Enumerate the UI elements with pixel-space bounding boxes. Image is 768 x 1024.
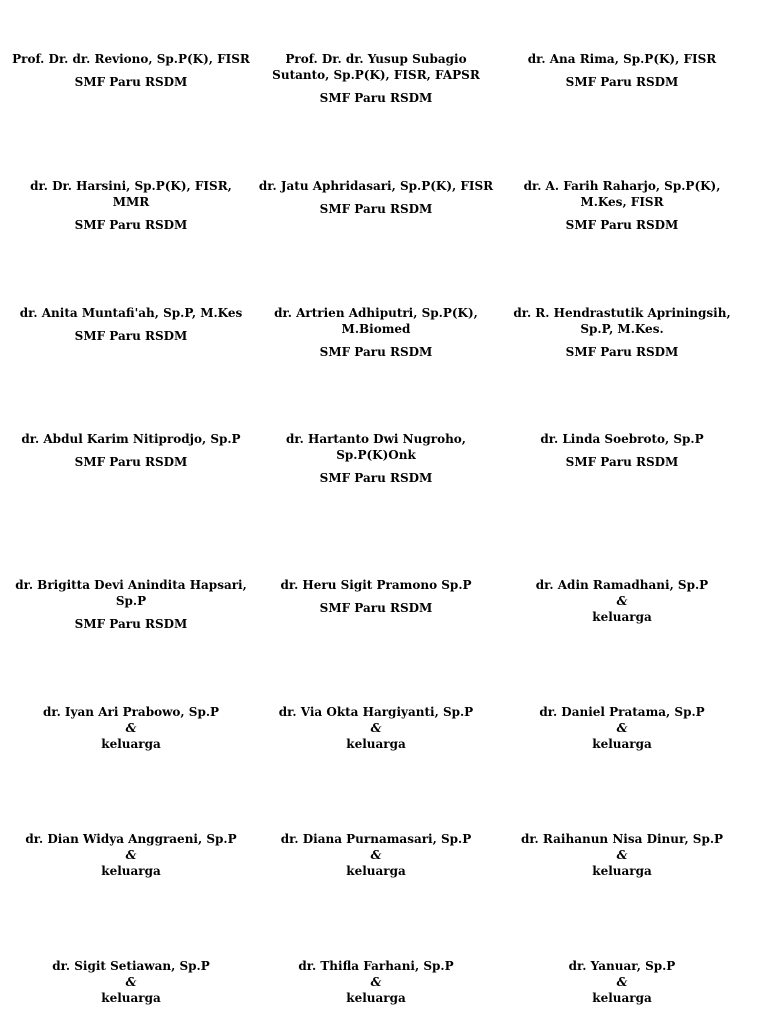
address-label (11, 704, 251, 752)
ampersand: & (125, 721, 137, 735)
address-label (256, 704, 496, 752)
recipient-organization: SMF Paru RSDM (565, 75, 679, 89)
recipient-name: dr. Artrien Adhiputri, Sp.P(K), M.Biomed (274, 306, 478, 336)
ampersand: & (616, 594, 628, 608)
address-label (256, 958, 496, 1006)
recipient-family: keluarga (346, 864, 406, 878)
ampersand: & (616, 848, 628, 862)
recipient-family: keluarga (592, 864, 652, 878)
recipient-name: dr. Yanuar, Sp.P (568, 959, 676, 973)
recipient-family: keluarga (592, 737, 652, 751)
address-label (502, 51, 742, 90)
address-label (502, 178, 742, 233)
recipient-name: dr. Diana Purnamasari, Sp.P (280, 832, 472, 846)
ampersand: & (370, 848, 382, 862)
recipient-name: dr. Brigitta Devi Anindita Hapsari, Sp.P (15, 578, 247, 608)
recipient-name: dr. Abdul Karim Nitiprodjo, Sp.P (21, 432, 241, 446)
address-label (11, 958, 251, 1006)
recipient-family: keluarga (101, 991, 161, 1005)
recipient-name: Prof. Dr. dr. Reviono, Sp.P(K), FISR (12, 52, 250, 66)
address-label (11, 577, 251, 632)
recipient-organization: SMF Paru RSDM (319, 601, 433, 615)
address-label (502, 958, 742, 1006)
recipient-name: dr. Ana Rima, Sp.P(K), FISR (527, 52, 717, 66)
address-label (256, 431, 496, 486)
ampersand: & (125, 848, 137, 862)
recipient-name: dr. Daniel Pratama, Sp.P (539, 705, 705, 719)
recipient-name: dr. Anita Muntafi'ah, Sp.P, M.Kes (19, 306, 243, 320)
recipient-organization: SMF Paru RSDM (74, 218, 188, 232)
ampersand: & (125, 975, 137, 989)
recipient-family: keluarga (101, 864, 161, 878)
recipient-organization: SMF Paru RSDM (319, 471, 433, 485)
recipient-name: dr. Hartanto Dwi Nugroho, Sp.P(K)Onk (286, 432, 466, 462)
address-label (502, 831, 742, 879)
recipient-organization: SMF Paru RSDM (74, 617, 188, 631)
recipient-family: keluarga (592, 610, 652, 624)
recipient-family: keluarga (592, 991, 652, 1005)
address-label (502, 305, 742, 360)
recipient-family: keluarga (346, 991, 406, 1005)
recipient-name: dr. Thifla Farhani, Sp.P (298, 959, 454, 973)
recipient-name: dr. Heru Sigit Pramono Sp.P (280, 578, 472, 592)
address-label (502, 577, 742, 625)
recipient-name: dr. Linda Soebroto, Sp.P (540, 432, 704, 446)
ampersand: & (616, 721, 628, 735)
recipient-family: keluarga (101, 737, 161, 751)
ampersand: & (370, 721, 382, 735)
address-label (256, 831, 496, 879)
address-label (11, 178, 251, 233)
ampersand: & (370, 975, 382, 989)
recipient-name: dr. Adin Ramadhani, Sp.P (535, 578, 709, 592)
recipient-name: dr. R. Hendrastutik Apriningsih, Sp.P, M.Kes. (513, 306, 731, 336)
recipient-name: dr. Iyan Ari Prabowo, Sp.P (42, 705, 220, 719)
recipient-name: dr. Via Okta Hargiyanti, Sp.P (278, 705, 474, 719)
address-label (256, 178, 496, 217)
recipient-organization: SMF Paru RSDM (319, 202, 433, 216)
recipient-name: dr. Dr. Harsini, Sp.P(K), FISR, MMR (30, 179, 232, 209)
recipient-organization: SMF Paru RSDM (74, 329, 188, 343)
recipient-name: dr. A. Farih Raharjo, Sp.P(K), M.Kes, FISR (523, 179, 721, 209)
address-label (502, 704, 742, 752)
address-label (256, 577, 496, 616)
address-label (502, 431, 742, 470)
address-label (11, 831, 251, 879)
recipient-organization: SMF Paru RSDM (565, 455, 679, 469)
recipient-organization: SMF Paru RSDM (565, 218, 679, 232)
address-label (11, 51, 251, 90)
recipient-name: dr. Dian Widya Anggraeni, Sp.P (25, 832, 237, 846)
address-label (256, 305, 496, 360)
recipient-name: Prof. Dr. dr. Yusup Subagio Sutanto, Sp.P(K), FISR, FAPSR (272, 52, 480, 82)
address-label (256, 51, 496, 106)
recipient-organization: SMF Paru RSDM (74, 455, 188, 469)
recipient-name: dr. Jatu Aphridasari, Sp.P(K), FISR (258, 179, 494, 193)
recipient-family: keluarga (346, 737, 406, 751)
recipient-organization: SMF Paru RSDM (565, 345, 679, 359)
address-label (11, 305, 251, 344)
ampersand: & (616, 975, 628, 989)
recipient-name: dr. Sigit Setiawan, Sp.P (52, 959, 210, 973)
recipient-organization: SMF Paru RSDM (319, 345, 433, 359)
recipient-name: dr. Raihanun Nisa Dinur, Sp.P (520, 832, 724, 846)
recipient-organization: SMF Paru RSDM (319, 91, 433, 105)
address-label (11, 431, 251, 470)
recipient-organization: SMF Paru RSDM (74, 75, 188, 89)
